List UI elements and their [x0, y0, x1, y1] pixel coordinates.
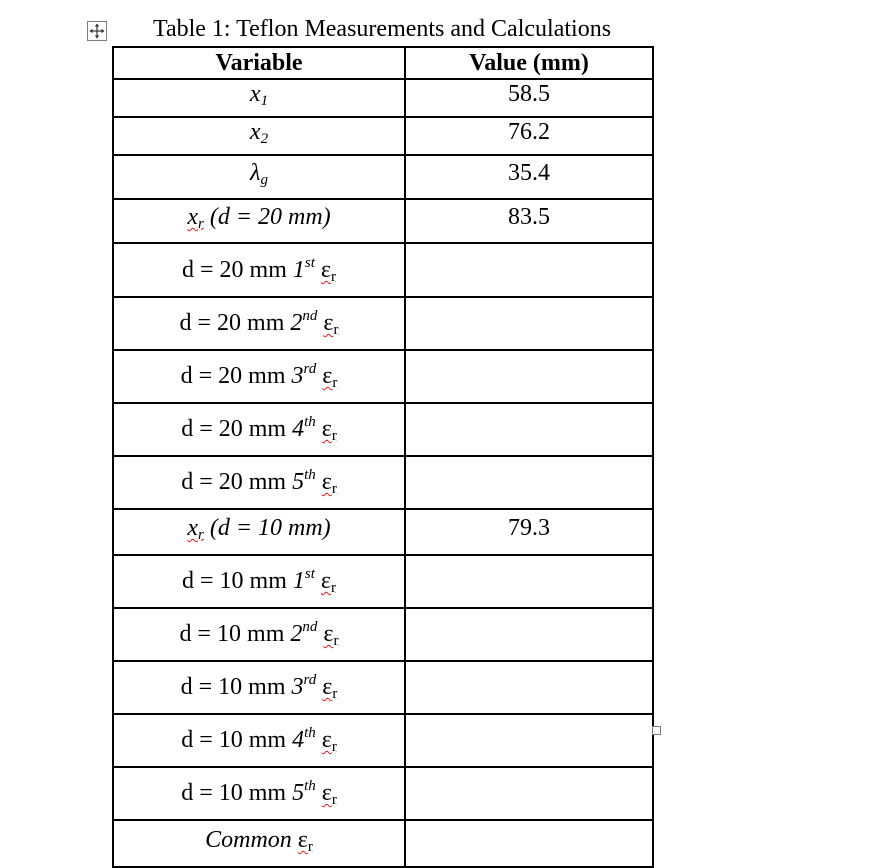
value-cell[interactable] [405, 456, 653, 509]
variable-cell[interactable]: d = 20 mm 3rd $\varepsilon_r$ [113, 350, 405, 403]
variable-cell[interactable]: d = 20 mm 4th $\varepsilon_r$ [113, 403, 405, 456]
value-cell[interactable] [405, 661, 653, 714]
value-cell[interactable] [405, 820, 653, 867]
value-cell[interactable] [405, 608, 653, 661]
value-cell[interactable] [405, 555, 653, 608]
table-row [113, 555, 653, 608]
table-move-handle[interactable] [87, 21, 107, 41]
variable-cell[interactable]: $x_r$ (d = 10 mm) [113, 509, 405, 555]
table-row [113, 199, 653, 243]
table-row [113, 608, 653, 661]
header-variable: Variable [113, 47, 405, 79]
variable-cell[interactable]: Common $\varepsilon_r$ [113, 820, 405, 867]
header-value: Value (mm) [405, 47, 653, 79]
variable-cell[interactable]: d = 10 mm 1st $\varepsilon_r$ [113, 555, 405, 608]
variable-cell[interactable]: d = 10 mm 3rd $\varepsilon_r$ [113, 661, 405, 714]
variable-cell[interactable]: d = 20 mm 1st $\varepsilon_r$ [113, 243, 405, 297]
variable-cell[interactable]: d = 10 mm 5th $\varepsilon_r$ [113, 767, 405, 820]
value-cell[interactable] [405, 350, 653, 403]
variable-cell[interactable]: $x_r$ (d = 20 mm) [113, 199, 405, 243]
table-row [113, 767, 653, 820]
table-row [113, 403, 653, 456]
table-row [113, 297, 653, 350]
variable-cell[interactable]: d = 20 mm 5th $\varepsilon_r$ [113, 456, 405, 509]
value-cell[interactable] [405, 243, 653, 297]
table-row [113, 243, 653, 297]
measurements-table [112, 46, 654, 868]
table-row [113, 456, 653, 509]
table-row [113, 79, 653, 117]
table-row [113, 661, 653, 714]
table-row [113, 509, 653, 555]
variable-cell[interactable]: $x_2$ [113, 117, 405, 155]
table-caption: Table 1: Teflon Measurements and Calculations [152, 16, 612, 42]
table-row [113, 350, 653, 403]
table-row [113, 714, 653, 767]
value-cell[interactable]: 83.5 [405, 199, 653, 243]
value-cell[interactable] [405, 297, 653, 350]
variable-cell[interactable]: d = 10 mm 4th $\varepsilon_r$ [113, 714, 405, 767]
value-cell[interactable]: 76.2 [405, 117, 653, 155]
variable-cell[interactable]: d = 10 mm 2nd $\varepsilon_r$ [113, 608, 405, 661]
value-cell[interactable] [405, 767, 653, 820]
value-cell[interactable] [405, 403, 653, 456]
value-cell[interactable]: 35.4 [405, 155, 653, 199]
table-row [113, 117, 653, 155]
variable-cell[interactable]: $\lambda_g$ [113, 155, 405, 199]
variable-cell[interactable]: d = 20 mm 2nd $\varepsilon_r$ [113, 297, 405, 350]
table-row [113, 820, 653, 867]
value-cell[interactable]: 58.5 [405, 79, 653, 117]
value-cell[interactable]: 79.3 [405, 509, 653, 555]
value-cell[interactable] [405, 714, 653, 767]
variable-cell[interactable]: $x_1$ [113, 79, 405, 117]
table-row [113, 155, 653, 199]
resize-handle-icon[interactable] [652, 726, 661, 735]
move-arrows-icon [88, 22, 106, 40]
